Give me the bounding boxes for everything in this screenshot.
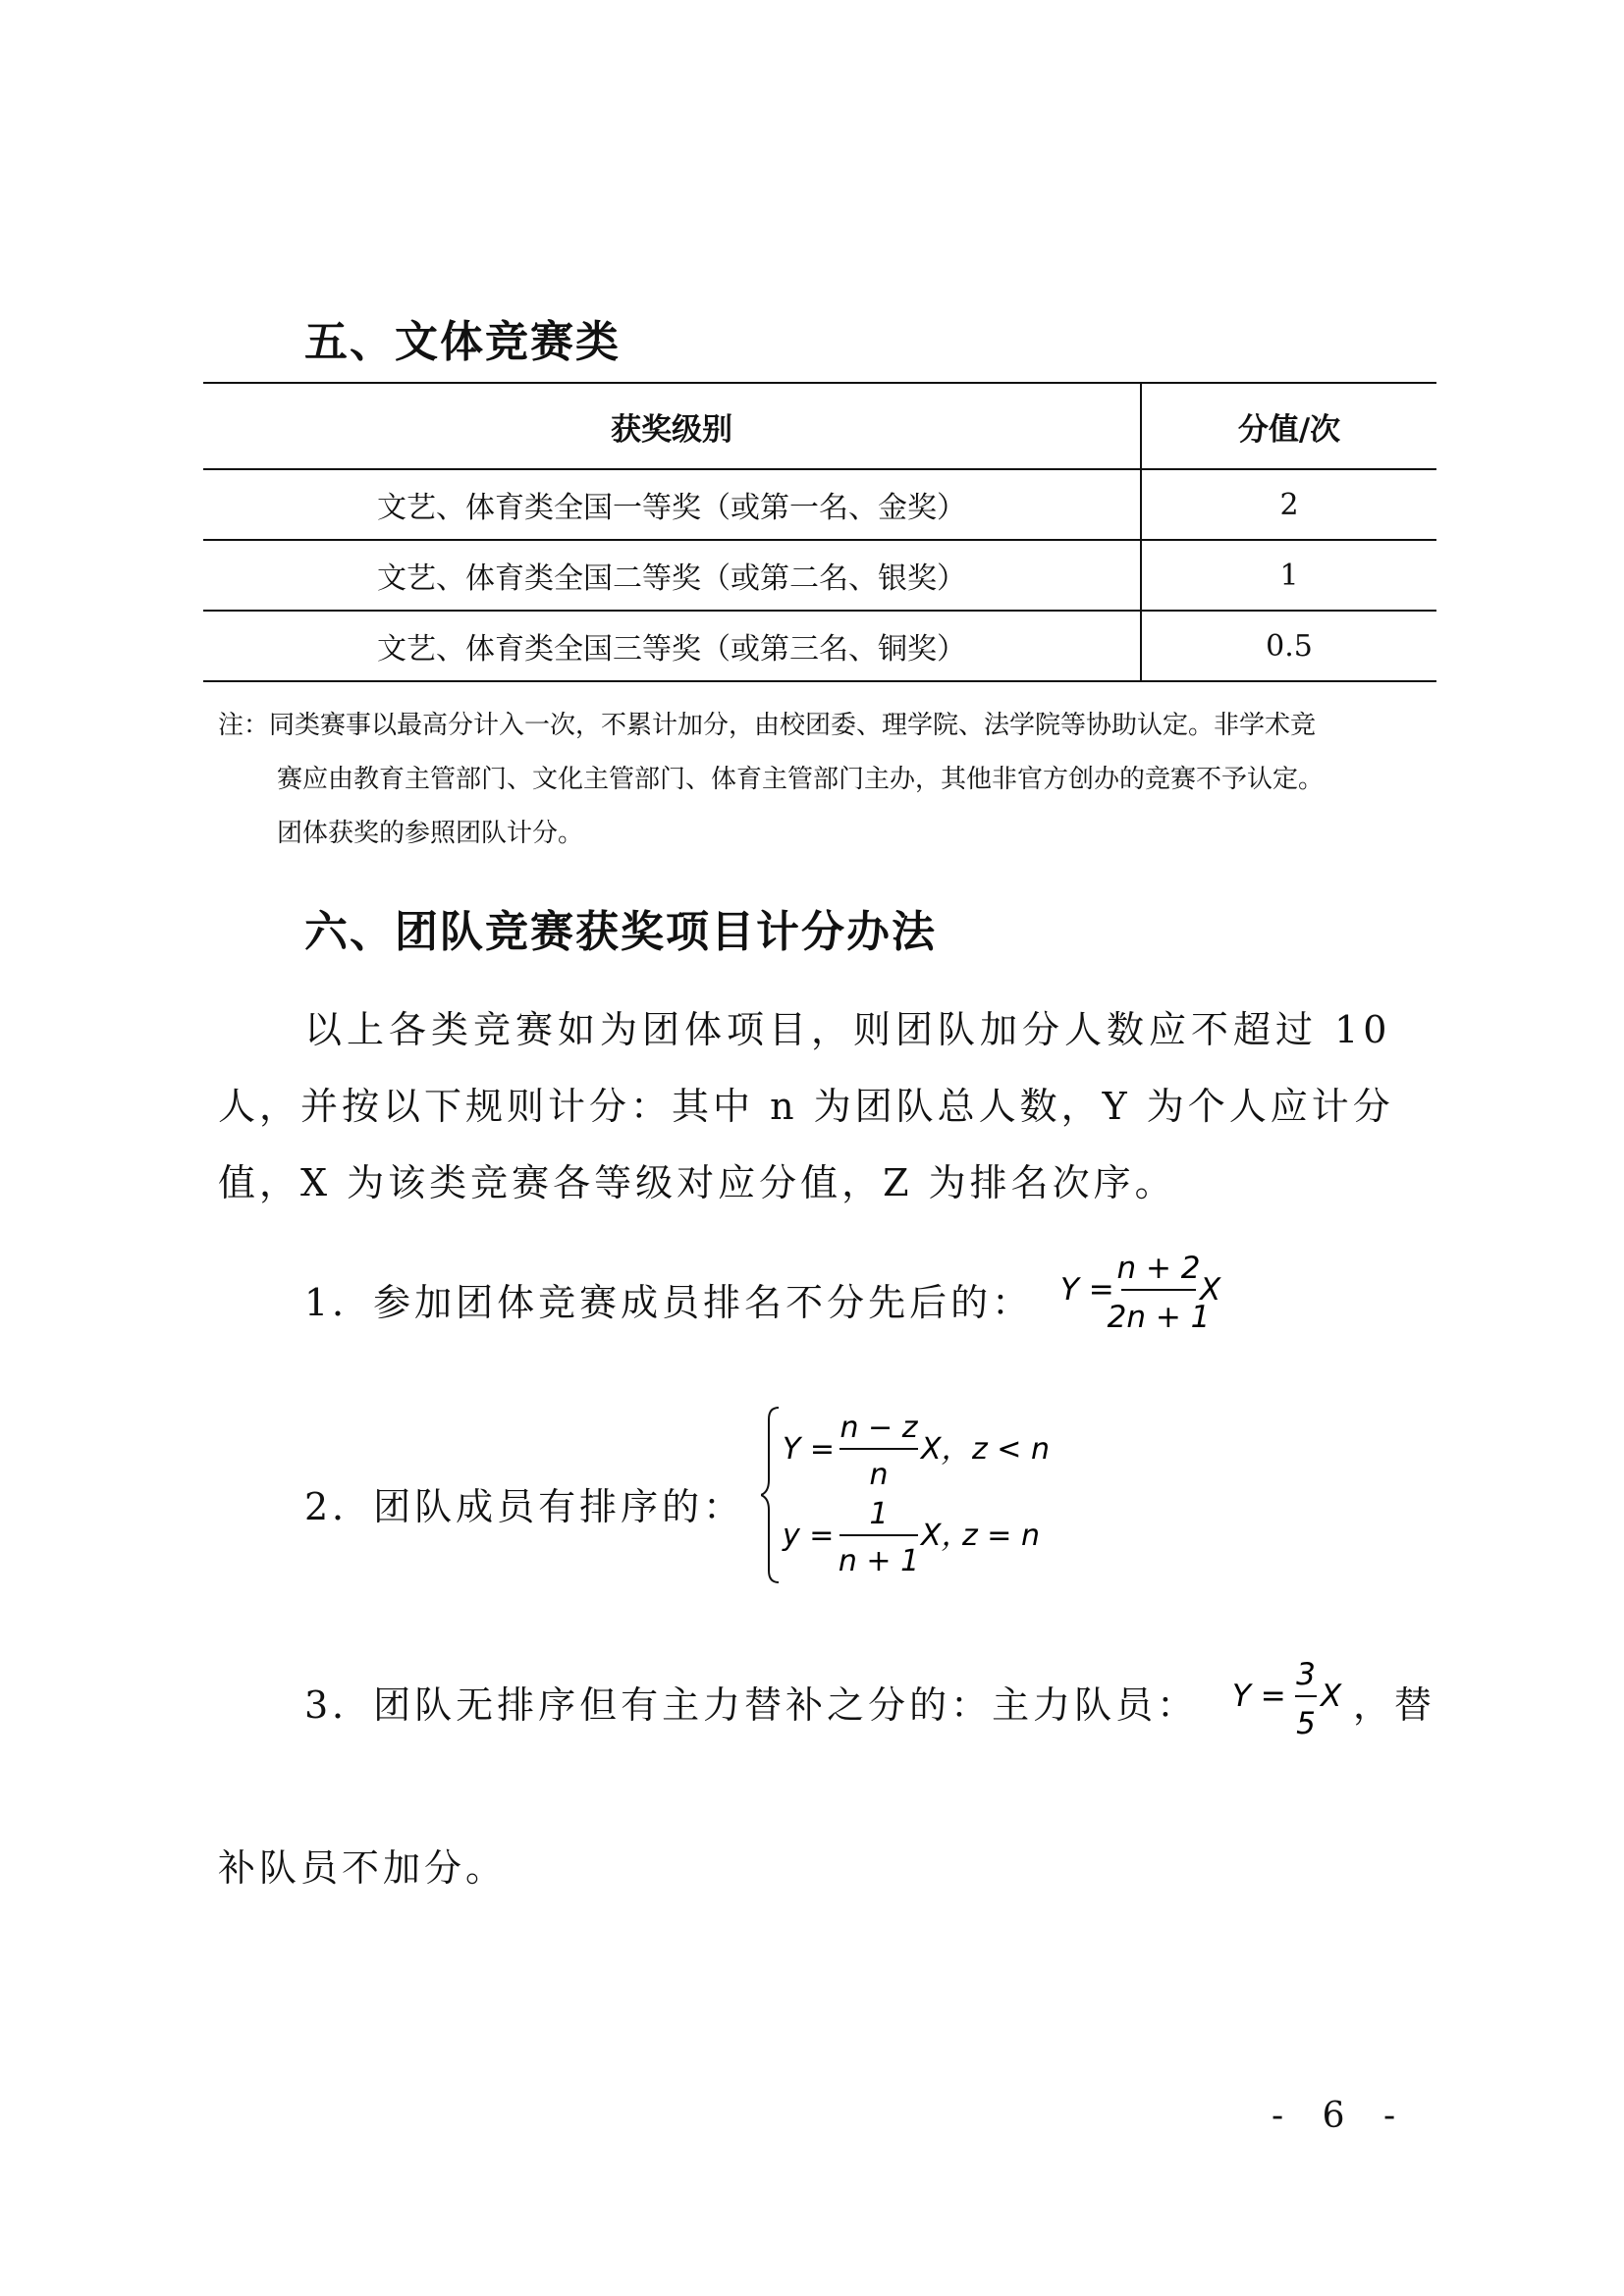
formula-1-denominator: 2n + 1: [1107, 1300, 1211, 1335]
intro-paragraph: [218, 991, 1440, 1221]
formula-2b-lhs: y =: [783, 1519, 835, 1553]
formula-1-lhs: Y =: [1060, 1272, 1114, 1308]
note-line: 团体获奖的参照团队计分。: [277, 819, 584, 848]
section-6-heading: 六、团队竞赛获奖项目计分办法: [304, 907, 937, 957]
points-cell: 2: [1141, 469, 1436, 540]
formula-2a-denominator: n: [869, 1458, 889, 1492]
formula-2: [761, 1402, 1075, 1588]
note-line: 注：同类赛事以最高分计入一次，不累计加分，由校团委、理学院、法学院等协助认定。非学术竞: [218, 711, 1317, 740]
item-3-tail: ，替: [1353, 1683, 1436, 1727]
formula-2a-numerator: n − z: [839, 1411, 918, 1445]
table-header-row: [203, 383, 1436, 469]
section-5-heading: 五、文体竞赛类: [304, 317, 621, 367]
paragraph-line: 以上各类竞赛如为团体项目，则团队加分人数应不超过 10: [304, 1008, 1392, 1051]
formula-2b-rhs: X，: [921, 1519, 971, 1553]
award-level-cell: 文艺、体育类全国三等奖（或第三名、铜奖）: [203, 611, 1141, 681]
formula-2a-lhs: Y =: [783, 1432, 835, 1467]
table-row: [203, 540, 1436, 611]
formula-3-denominator: 5: [1296, 1706, 1316, 1741]
formula-3-numerator: 3: [1296, 1657, 1316, 1692]
table-row: [203, 611, 1436, 681]
points-cell: 1: [1141, 540, 1436, 611]
points-cell: 0.5: [1141, 611, 1436, 681]
formula-3-lhs: Y =: [1232, 1679, 1286, 1714]
paragraph-line: 值，X 为该类竞赛各等级对应分值，Z 为排名次序。: [218, 1161, 1176, 1204]
formula-1: [1060, 1239, 1257, 1337]
awards-table: [203, 382, 1436, 682]
formula-2a-rhs: X，: [921, 1432, 971, 1467]
item-3-continuation: 补队员不加分。: [218, 1846, 508, 1890]
award-level-cell: 文艺、体育类全国一等奖（或第一名、金奖）: [203, 469, 1141, 540]
formula-3-rhs: X: [1321, 1679, 1342, 1714]
formula-2a-condition: z < n: [972, 1432, 1050, 1467]
formula-3: [1232, 1649, 1350, 1747]
paragraph-line: 人，并按以下规则计分：其中 n 为团队总人数，Y 为个人应计分: [218, 1085, 1394, 1128]
formula-2b-numerator: 1: [869, 1497, 889, 1531]
table-row: [203, 469, 1436, 540]
formula-1-rhs: X: [1200, 1272, 1221, 1308]
header-points: 分值/次: [1141, 383, 1436, 469]
page-number: - 6 -: [1272, 2096, 1410, 2136]
item-2-label: 2．团队成员有排序的：: [304, 1485, 745, 1528]
award-level-cell: 文艺、体育类全国二等奖（或第二名、银奖）: [203, 540, 1141, 611]
header-award-level: 获奖级别: [203, 383, 1141, 469]
brace-icon: [761, 1408, 779, 1582]
item-3-label: 3．团队无排序但有主力替补之分的：主力队员：: [304, 1683, 1199, 1727]
note-line: 赛应由教育主管部门、文化主管部门、体育主管部门主办，其他非官方创办的竞赛不予认定。: [277, 765, 1325, 794]
table-note: [218, 699, 1440, 861]
formula-1-numerator: n + 2: [1116, 1251, 1201, 1286]
formula-2b-condition: z = n: [962, 1519, 1040, 1553]
formula-2b-denominator: n + 1: [838, 1544, 920, 1578]
item-1-label: 1．参加团体竞赛成员排名不分先后的：: [304, 1281, 1034, 1324]
